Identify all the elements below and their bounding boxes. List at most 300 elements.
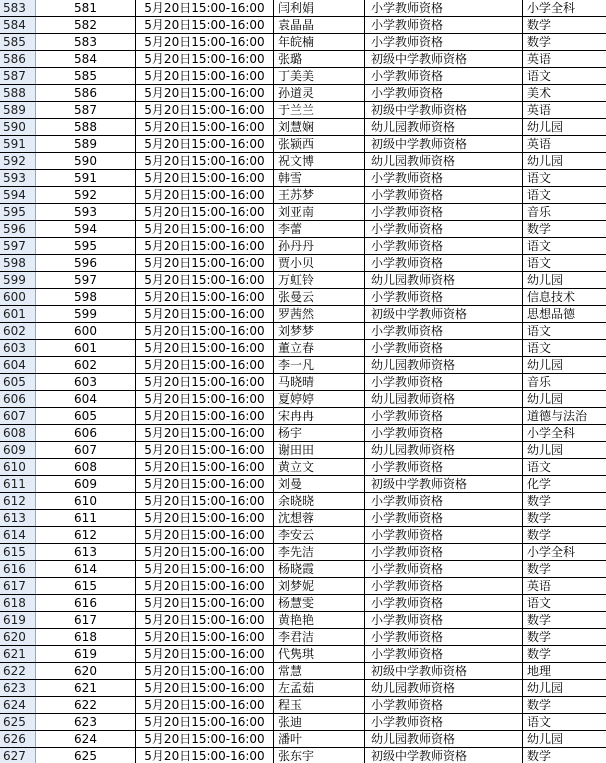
cell-exam-time[interactable]: 5月20日15:00-16:00 xyxy=(136,289,274,305)
cell-subject[interactable]: 数学 xyxy=(527,698,552,712)
row-header[interactable]: 606 xyxy=(0,391,36,407)
cell-exam-time[interactable]: 5月20日15:00-16:00 xyxy=(136,272,274,288)
cell-qualification-type[interactable]: 小学教师资格 xyxy=(365,0,523,16)
cell-seq-number[interactable]: 591 xyxy=(36,170,136,186)
cell-candidate-name[interactable]: 杨宇 xyxy=(274,425,365,441)
table-row xyxy=(0,221,606,238)
cell-qualification-type[interactable]: 小学教师资格 xyxy=(365,85,523,101)
row-header[interactable]: 614 xyxy=(0,527,36,543)
cell-candidate-name[interactable]: 刘曼 xyxy=(274,476,365,492)
cell-candidate-name[interactable]: 张迪 xyxy=(274,714,365,730)
cell-seq-number[interactable]: 613 xyxy=(36,544,136,560)
cell-subject[interactable]: 语文 xyxy=(527,69,552,83)
cell-seq-number[interactable]: 585 xyxy=(36,68,136,84)
row-header[interactable]: 625 xyxy=(0,714,36,730)
table-row xyxy=(0,595,606,612)
cell-qualification-type[interactable]: 小学教师资格 xyxy=(365,578,523,594)
cell-exam-time[interactable]: 5月20日15:00-16:00 xyxy=(136,595,274,611)
cell-qualification-type[interactable]: 小学教师资格 xyxy=(365,595,523,611)
table-row xyxy=(0,527,606,544)
cell-qualification-type[interactable]: 小学教师资格 xyxy=(365,238,523,254)
row-header[interactable]: 610 xyxy=(0,459,36,475)
cell-seq-number[interactable]: 614 xyxy=(36,561,136,577)
cell-candidate-name[interactable]: 孙道灵 xyxy=(274,85,365,101)
cell-subject[interactable]: 化学 xyxy=(527,477,552,491)
row-header[interactable]: 583 xyxy=(0,0,36,16)
row-header[interactable]: 596 xyxy=(0,221,36,237)
row-header[interactable]: 586 xyxy=(0,51,36,67)
cell-seq-number[interactable]: 620 xyxy=(36,663,136,679)
cell-exam-time[interactable]: 5月20日15:00-16:00 xyxy=(136,68,274,84)
cell-subject[interactable]: 小学全科 xyxy=(527,426,576,440)
row-header[interactable]: 609 xyxy=(0,442,36,458)
row-header[interactable]: 604 xyxy=(0,357,36,373)
row-header[interactable]: 621 xyxy=(0,646,36,662)
cell-exam-time[interactable]: 5月20日15:00-16:00 xyxy=(136,510,274,526)
cell-subject[interactable]: 数学 xyxy=(527,630,552,644)
cell-qualification-type[interactable]: 初级中学教师资格 xyxy=(365,748,523,763)
cell-exam-time[interactable]: 5月20日15:00-16:00 xyxy=(136,561,274,577)
cell-candidate-name[interactable]: 黄艳艳 xyxy=(274,612,365,628)
row-header[interactable]: 622 xyxy=(0,663,36,679)
cell-exam-time[interactable]: 5月20日15:00-16:00 xyxy=(136,51,274,67)
cell-qualification-type[interactable]: 小学教师资格 xyxy=(365,68,523,84)
cell-subject[interactable]: 小学全科 xyxy=(527,1,576,15)
row-header[interactable]: 626 xyxy=(0,731,36,747)
row-header[interactable]: 592 xyxy=(0,153,36,169)
row-header[interactable]: 602 xyxy=(0,323,36,339)
cell-exam-time[interactable]: 5月20日15:00-16:00 xyxy=(136,544,274,560)
cell-exam-time[interactable]: 5月20日15:00-16:00 xyxy=(136,306,274,322)
cell-seq-number[interactable]: 605 xyxy=(36,408,136,424)
row-header[interactable]: 584 xyxy=(0,17,36,33)
cell-seq-number[interactable]: 596 xyxy=(36,255,136,271)
table-row xyxy=(0,680,606,697)
cell-exam-time[interactable]: 5月20日15:00-16:00 xyxy=(136,221,274,237)
table-row xyxy=(0,51,606,68)
table-row xyxy=(0,578,606,595)
cell-subject[interactable]: 幼儿园 xyxy=(527,358,564,372)
cell-subject[interactable]: 幼儿园 xyxy=(527,120,564,134)
cell-qualification-type[interactable]: 幼儿园教师资格 xyxy=(365,357,523,373)
cell-candidate-name[interactable]: 潘叶 xyxy=(274,731,365,747)
cell-candidate-name[interactable]: 刘梦梦 xyxy=(274,323,365,339)
cell-candidate-name[interactable]: 韩雪 xyxy=(274,170,365,186)
cell-exam-time[interactable]: 5月20日15:00-16:00 xyxy=(136,204,274,220)
cell-seq-number[interactable]: 616 xyxy=(36,595,136,611)
cell-exam-time[interactable]: 5月20日15:00-16:00 xyxy=(136,391,274,407)
cell-subject[interactable]: 英语 xyxy=(527,137,552,151)
table-row xyxy=(0,731,606,748)
row-header[interactable]: 599 xyxy=(0,272,36,288)
cell-candidate-name[interactable]: 万虹铃 xyxy=(274,272,365,288)
cell-seq-number[interactable]: 584 xyxy=(36,51,136,67)
row-header[interactable]: 597 xyxy=(0,238,36,254)
cell-qualification-type[interactable]: 小学教师资格 xyxy=(365,510,523,526)
cell-subject[interactable]: 数学 xyxy=(527,511,552,525)
row-header[interactable]: 620 xyxy=(0,629,36,645)
row-header[interactable]: 600 xyxy=(0,289,36,305)
cell-seq-number[interactable]: 610 xyxy=(36,493,136,509)
cell-subject[interactable]: 语文 xyxy=(527,188,552,202)
cell-qualification-type[interactable]: 小学教师资格 xyxy=(365,374,523,390)
cell-seq-number[interactable]: 586 xyxy=(36,85,136,101)
cell-exam-time[interactable]: 5月20日15:00-16:00 xyxy=(136,731,274,747)
cell-candidate-name[interactable]: 董立春 xyxy=(274,340,365,356)
cell-candidate-name[interactable]: 夏婷婷 xyxy=(274,391,365,407)
cell-candidate-name[interactable]: 代隽琪 xyxy=(274,646,365,662)
cell-exam-time[interactable]: 5月20日15:00-16:00 xyxy=(136,697,274,713)
cell-seq-number[interactable]: 604 xyxy=(36,391,136,407)
row-header[interactable]: 617 xyxy=(0,578,36,594)
row-header[interactable]: 594 xyxy=(0,187,36,203)
cell-exam-time[interactable]: 5月20日15:00-16:00 xyxy=(136,136,274,152)
cell-qualification-type[interactable]: 幼儿园教师资格 xyxy=(365,442,523,458)
cell-candidate-name[interactable]: 张颍西 xyxy=(274,136,365,152)
cell-candidate-name[interactable]: 于兰兰 xyxy=(274,102,365,118)
cell-qualification-type[interactable]: 小学教师资格 xyxy=(365,170,523,186)
table-row xyxy=(0,357,606,374)
cell-exam-time[interactable]: 5月20日15:00-16:00 xyxy=(136,646,274,662)
cell-seq-number[interactable]: 618 xyxy=(36,629,136,645)
row-header[interactable]: 613 xyxy=(0,510,36,526)
cell-subject[interactable]: 语文 xyxy=(527,715,552,729)
table-row xyxy=(0,204,606,221)
cell-subject[interactable]: 语文 xyxy=(527,460,552,474)
cell-seq-number[interactable]: 594 xyxy=(36,221,136,237)
cell-subject[interactable]: 小学全科 xyxy=(527,545,576,559)
cell-subject[interactable]: 幼儿园 xyxy=(527,443,564,457)
cell-candidate-name[interactable]: 刘慧娴 xyxy=(274,119,365,135)
row-header[interactable]: 607 xyxy=(0,408,36,424)
cell-exam-time[interactable]: 5月20日15:00-16:00 xyxy=(136,119,274,135)
cell-qualification-type[interactable]: 小学教师资格 xyxy=(365,221,523,237)
cell-candidate-name[interactable]: 罗茜然 xyxy=(274,306,365,322)
cell-subject[interactable]: 语文 xyxy=(527,596,552,610)
cell-subject[interactable]: 数学 xyxy=(527,528,552,542)
cell-qualification-type[interactable]: 幼儿园教师资格 xyxy=(365,731,523,747)
cell-qualification-type[interactable]: 初级中学教师资格 xyxy=(365,136,523,152)
cell-qualification-type[interactable]: 初级中学教师资格 xyxy=(365,306,523,322)
cell-candidate-name[interactable]: 李一凡 xyxy=(274,357,365,373)
cell-exam-time[interactable]: 5月20日15:00-16:00 xyxy=(136,170,274,186)
cell-qualification-type[interactable]: 小学教师资格 xyxy=(365,459,523,475)
row-header[interactable]: 616 xyxy=(0,561,36,577)
cell-subject[interactable]: 数学 xyxy=(527,613,552,627)
row-header[interactable]: 627 xyxy=(0,748,36,763)
cell-candidate-name[interactable]: 杨晓霞 xyxy=(274,561,365,577)
cell-seq-number[interactable]: 609 xyxy=(36,476,136,492)
cell-qualification-type[interactable]: 幼儿园教师资格 xyxy=(365,391,523,407)
cell-subject[interactable]: 数学 xyxy=(527,562,552,576)
table-row xyxy=(0,629,606,646)
cell-qualification-type[interactable]: 小学教师资格 xyxy=(365,425,523,441)
cell-qualification-type[interactable]: 幼儿园教师资格 xyxy=(365,272,523,288)
table-row xyxy=(0,272,606,289)
row-header[interactable]: 587 xyxy=(0,68,36,84)
cell-subject[interactable]: 语文 xyxy=(527,341,552,355)
row-header[interactable]: 618 xyxy=(0,595,36,611)
cell-qualification-type[interactable]: 小学教师资格 xyxy=(365,561,523,577)
cell-candidate-name[interactable]: 孙丹丹 xyxy=(274,238,365,254)
cell-candidate-name[interactable]: 余晓晓 xyxy=(274,493,365,509)
cell-qualification-type[interactable]: 幼儿园教师资格 xyxy=(365,119,523,135)
cell-subject[interactable]: 数学 xyxy=(527,222,552,236)
cell-seq-number[interactable]: 599 xyxy=(36,306,136,322)
cell-subject[interactable]: 语文 xyxy=(527,239,552,253)
cell-exam-time[interactable]: 5月20日15:00-16:00 xyxy=(136,578,274,594)
cell-exam-time[interactable]: 5月20日15:00-16:00 xyxy=(136,34,274,50)
cell-seq-number[interactable]: 597 xyxy=(36,272,136,288)
cell-exam-time[interactable]: 5月20日15:00-16:00 xyxy=(136,476,274,492)
cell-subject[interactable]: 数学 xyxy=(527,35,552,49)
cell-seq-number[interactable]: 581 xyxy=(36,0,136,16)
cell-exam-time[interactable]: 5月20日15:00-16:00 xyxy=(136,102,274,118)
cell-candidate-name[interactable]: 杨慧雯 xyxy=(274,595,365,611)
cell-seq-number[interactable]: 624 xyxy=(36,731,136,747)
cell-exam-time[interactable]: 5月20日15:00-16:00 xyxy=(136,408,274,424)
cell-qualification-type[interactable]: 小学教师资格 xyxy=(365,17,523,33)
cell-qualification-type[interactable]: 小学教师资格 xyxy=(365,408,523,424)
cell-candidate-name[interactable]: 闫利娟 xyxy=(274,0,365,16)
row-header[interactable]: 591 xyxy=(0,136,36,152)
cell-exam-time[interactable]: 5月20日15:00-16:00 xyxy=(136,493,274,509)
cell-exam-time[interactable]: 5月20日15:00-16:00 xyxy=(136,629,274,645)
cell-subject[interactable]: 数学 xyxy=(527,749,552,763)
cell-qualification-type[interactable]: 小学教师资格 xyxy=(365,340,523,356)
cell-candidate-name[interactable]: 张璐 xyxy=(274,51,365,67)
cell-candidate-name[interactable]: 年皖楠 xyxy=(274,34,365,50)
row-header[interactable]: 589 xyxy=(0,102,36,118)
cell-exam-time[interactable]: 5月20日15:00-16:00 xyxy=(136,85,274,101)
row-header[interactable]: 588 xyxy=(0,85,36,101)
cell-seq-number[interactable]: 615 xyxy=(36,578,136,594)
row-header[interactable]: 598 xyxy=(0,255,36,271)
cell-exam-time[interactable]: 5月20日15:00-16:00 xyxy=(136,255,274,271)
cell-qualification-type[interactable]: 小学教师资格 xyxy=(365,493,523,509)
cell-seq-number[interactable]: 590 xyxy=(36,153,136,169)
cell-subject[interactable]: 英语 xyxy=(527,579,552,593)
table-row xyxy=(0,442,606,459)
row-header[interactable]: 611 xyxy=(0,476,36,492)
table-row xyxy=(0,102,606,119)
cell-candidate-name[interactable]: 张曼云 xyxy=(274,289,365,305)
cell-qualification-type[interactable]: 幼儿园教师资格 xyxy=(365,680,523,696)
cell-candidate-name[interactable]: 李蕾 xyxy=(274,221,365,237)
cell-qualification-type[interactable]: 小学教师资格 xyxy=(365,714,523,730)
cell-seq-number[interactable]: 623 xyxy=(36,714,136,730)
table-row xyxy=(0,119,606,136)
cell-candidate-name[interactable]: 李安云 xyxy=(274,527,365,543)
cell-candidate-name[interactable]: 常慧 xyxy=(274,663,365,679)
cell-qualification-type[interactable]: 小学教师资格 xyxy=(365,323,523,339)
cell-subject[interactable]: 语文 xyxy=(527,324,552,338)
cell-seq-number[interactable]: 602 xyxy=(36,357,136,373)
cell-exam-time[interactable]: 5月20日15:00-16:00 xyxy=(136,459,274,475)
cell-exam-time[interactable]: 5月20日15:00-16:00 xyxy=(136,527,274,543)
cell-candidate-name[interactable]: 沈想蓉 xyxy=(274,510,365,526)
cell-candidate-name[interactable]: 宋冉冉 xyxy=(274,408,365,424)
cell-candidate-name[interactable]: 王苏梦 xyxy=(274,187,365,203)
table-row xyxy=(0,85,606,102)
cell-exam-time[interactable]: 5月20日15:00-16:00 xyxy=(136,680,274,696)
cell-seq-number[interactable]: 603 xyxy=(36,374,136,390)
cell-seq-number[interactable]: 592 xyxy=(36,187,136,203)
cell-candidate-name[interactable]: 李君洁 xyxy=(274,629,365,645)
cell-exam-time[interactable]: 5月20日15:00-16:00 xyxy=(136,340,274,356)
cell-qualification-type[interactable]: 小学教师资格 xyxy=(365,629,523,645)
cell-qualification-type[interactable]: 小学教师资格 xyxy=(365,544,523,560)
table-row xyxy=(0,238,606,255)
cell-seq-number[interactable]: 612 xyxy=(36,527,136,543)
cell-subject[interactable]: 幼儿园 xyxy=(527,273,564,287)
row-header[interactable]: 612 xyxy=(0,493,36,509)
cell-exam-time[interactable]: 5月20日15:00-16:00 xyxy=(136,748,274,763)
cell-qualification-type[interactable]: 小学教师资格 xyxy=(365,204,523,220)
table-row xyxy=(0,255,606,272)
cell-seq-number[interactable]: 588 xyxy=(36,119,136,135)
row-header[interactable]: 619 xyxy=(0,612,36,628)
cell-qualification-type[interactable]: 小学教师资格 xyxy=(365,289,523,305)
table-row xyxy=(0,748,606,763)
cell-qualification-type[interactable]: 小学教师资格 xyxy=(365,697,523,713)
cell-qualification-type[interactable]: 小学教师资格 xyxy=(365,187,523,203)
cell-subject[interactable]: 语文 xyxy=(527,171,552,185)
table-row xyxy=(0,0,606,17)
cell-candidate-name[interactable]: 张东宇 xyxy=(274,748,365,763)
cell-qualification-type[interactable]: 初级中学教师资格 xyxy=(365,476,523,492)
row-header[interactable]: 615 xyxy=(0,544,36,560)
cell-seq-number[interactable]: 621 xyxy=(36,680,136,696)
table-row xyxy=(0,425,606,442)
cell-subject[interactable]: 思想品德 xyxy=(527,307,576,321)
cell-subject[interactable]: 道德与法治 xyxy=(527,409,588,423)
cell-candidate-name[interactable]: 刘梦妮 xyxy=(274,578,365,594)
cell-seq-number[interactable]: 582 xyxy=(36,17,136,33)
table-row xyxy=(0,153,606,170)
row-header[interactable]: 623 xyxy=(0,680,36,696)
cell-candidate-name[interactable]: 谢田田 xyxy=(274,442,365,458)
cell-exam-time[interactable]: 5月20日15:00-16:00 xyxy=(136,442,274,458)
cell-exam-time[interactable]: 5月20日15:00-16:00 xyxy=(136,17,274,33)
cell-qualification-type[interactable]: 初级中学教师资格 xyxy=(365,663,523,679)
cell-qualification-type[interactable]: 小学教师资格 xyxy=(365,255,523,271)
cell-subject[interactable]: 英语 xyxy=(527,103,552,117)
cell-subject[interactable]: 地理 xyxy=(527,664,552,678)
cell-candidate-name[interactable]: 程玉 xyxy=(274,697,365,713)
cell-subject[interactable]: 幼儿园 xyxy=(527,154,564,168)
cell-seq-number[interactable]: 608 xyxy=(36,459,136,475)
cell-candidate-name[interactable]: 李先洁 xyxy=(274,544,365,560)
cell-seq-number[interactable]: 583 xyxy=(36,34,136,50)
cell-subject[interactable]: 数学 xyxy=(527,494,552,508)
row-header[interactable]: 608 xyxy=(0,425,36,441)
row-header[interactable]: 603 xyxy=(0,340,36,356)
cell-seq-number[interactable]: 622 xyxy=(36,697,136,713)
cell-seq-number[interactable]: 606 xyxy=(36,425,136,441)
cell-qualification-type[interactable]: 幼儿园教师资格 xyxy=(365,153,523,169)
row-header[interactable]: 590 xyxy=(0,119,36,135)
table-row xyxy=(0,544,606,561)
row-header[interactable]: 595 xyxy=(0,204,36,220)
cell-exam-time[interactable]: 5月20日15:00-16:00 xyxy=(136,425,274,441)
cell-qualification-type[interactable]: 小学教师资格 xyxy=(365,34,523,50)
cell-candidate-name[interactable]: 左孟茹 xyxy=(274,680,365,696)
cell-exam-time[interactable]: 5月20日15:00-16:00 xyxy=(136,663,274,679)
cell-candidate-name[interactable]: 祝文博 xyxy=(274,153,365,169)
row-header[interactable]: 624 xyxy=(0,697,36,713)
cell-subject[interactable]: 英语 xyxy=(527,52,552,66)
cell-seq-number[interactable]: 595 xyxy=(36,238,136,254)
row-header[interactable]: 593 xyxy=(0,170,36,186)
table-row xyxy=(0,34,606,51)
cell-subject[interactable]: 数学 xyxy=(527,18,552,32)
table-row xyxy=(0,323,606,340)
cell-exam-time[interactable]: 5月20日15:00-16:00 xyxy=(136,357,274,373)
cell-candidate-name[interactable]: 黄立文 xyxy=(274,459,365,475)
cell-subject[interactable]: 数学 xyxy=(527,647,552,661)
cell-candidate-name[interactable]: 马晓晴 xyxy=(274,374,365,390)
cell-seq-number[interactable]: 589 xyxy=(36,136,136,152)
table-row xyxy=(0,714,606,731)
cell-subject[interactable]: 音乐 xyxy=(527,375,552,389)
cell-subject[interactable]: 信息技术 xyxy=(527,290,576,304)
cell-candidate-name[interactable]: 袁晶晶 xyxy=(274,17,365,33)
cell-seq-number[interactable]: 611 xyxy=(36,510,136,526)
cell-seq-number[interactable]: 593 xyxy=(36,204,136,220)
row-header[interactable]: 585 xyxy=(0,34,36,50)
cell-qualification-type[interactable]: 初级中学教师资格 xyxy=(365,51,523,67)
cell-seq-number[interactable]: 619 xyxy=(36,646,136,662)
cell-exam-time[interactable]: 5月20日15:00-16:00 xyxy=(136,612,274,628)
cell-candidate-name[interactable]: 刘亚南 xyxy=(274,204,365,220)
cell-seq-number[interactable]: 607 xyxy=(36,442,136,458)
cell-exam-time[interactable]: 5月20日15:00-16:00 xyxy=(136,187,274,203)
cell-qualification-type[interactable]: 小学教师资格 xyxy=(365,527,523,543)
cell-seq-number[interactable]: 617 xyxy=(36,612,136,628)
table-row xyxy=(0,646,606,663)
cell-qualification-type[interactable]: 初级中学教师资格 xyxy=(365,102,523,118)
cell-seq-number[interactable]: 601 xyxy=(36,340,136,356)
cell-subject[interactable]: 美术 xyxy=(527,86,552,100)
cell-exam-time[interactable]: 5月20日15:00-16:00 xyxy=(136,374,274,390)
cell-subject[interactable]: 幼儿园 xyxy=(527,681,564,695)
cell-seq-number[interactable]: 598 xyxy=(36,289,136,305)
cell-exam-time[interactable]: 5月20日15:00-16:00 xyxy=(136,0,274,16)
cell-subject[interactable]: 幼儿园 xyxy=(527,732,564,746)
table-row xyxy=(0,561,606,578)
table-row xyxy=(0,697,606,714)
cell-qualification-type[interactable]: 小学教师资格 xyxy=(365,646,523,662)
cell-candidate-name[interactable]: 贾小贝 xyxy=(274,255,365,271)
cell-seq-number[interactable]: 587 xyxy=(36,102,136,118)
cell-seq-number[interactable]: 625 xyxy=(36,748,136,763)
cell-subject[interactable]: 幼儿园 xyxy=(527,392,564,406)
table-row xyxy=(0,340,606,357)
cell-subject[interactable]: 语文 xyxy=(527,256,552,270)
table-row xyxy=(0,170,606,187)
row-header[interactable]: 605 xyxy=(0,374,36,390)
cell-exam-time[interactable]: 5月20日15:00-16:00 xyxy=(136,153,274,169)
cell-seq-number[interactable]: 600 xyxy=(36,323,136,339)
cell-exam-time[interactable]: 5月20日15:00-16:00 xyxy=(136,238,274,254)
cell-candidate-name[interactable]: 丁美美 xyxy=(274,68,365,84)
cell-exam-time[interactable]: 5月20日15:00-16:00 xyxy=(136,714,274,730)
row-header[interactable]: 601 xyxy=(0,306,36,322)
cell-subject[interactable]: 音乐 xyxy=(527,205,552,219)
cell-qualification-type[interactable]: 小学教师资格 xyxy=(365,612,523,628)
cell-exam-time[interactable]: 5月20日15:00-16:00 xyxy=(136,323,274,339)
